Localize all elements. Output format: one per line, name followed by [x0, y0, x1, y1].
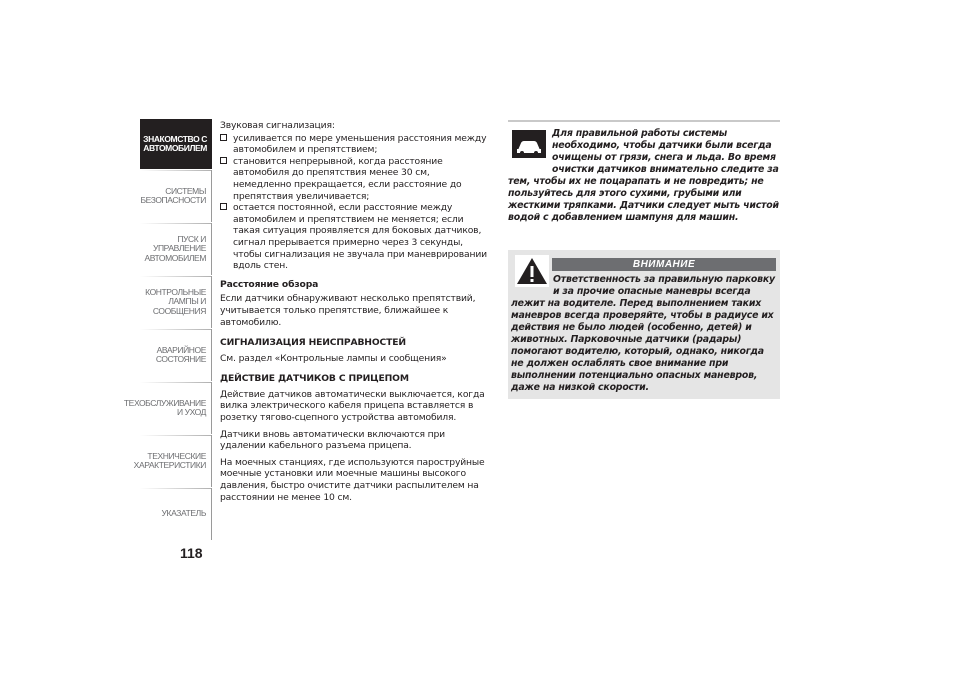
- checkbox-bullet-icon: [220, 157, 227, 164]
- tab-index[interactable]: УКАЗАТЕЛЬ: [140, 488, 212, 540]
- tab-technical-specs[interactable]: ТЕХНИЧЕСКИЕ ХАРАКТЕРИСТИКИ: [140, 435, 212, 487]
- list-item: [220, 202, 490, 272]
- paragraph-trailer-1: Действие датчиков автоматически выключается, когда вилка электрического кабеля прицепа вставляется в розетку тягово-сцепного устройства автомобиля.: [220, 388, 485, 424]
- warning-text: Ответственность за правильную парковку и за прочие опасные маневры всегда лежит на водителе. Перед выполнением таких маневров всегда проверяйте, чтобы в радиусе их действия не было людей (особенно, детей) и животных. Парковочные датчики (радары) помогают водителю, который, однако, никогда не должен ослаблять свое внимание при выполнении потенциально опасных маневров, даже на низкой скорости.: [511, 274, 775, 393]
- heading-fault-signal: СИГНАЛИЗАЦИЯ НЕИСПРАВНОСТЕЙ: [220, 337, 406, 349]
- checkbox-bullet-icon: [220, 203, 227, 210]
- tab-emergency[interactable]: АВАРИЙНОЕ СОСТОЯНИЕ: [140, 329, 212, 381]
- paragraph-review: Если датчики обнаруживают несколько препятствий, учитывается только препятствие, ближайшее к автомобилю.: [220, 293, 476, 328]
- main-text-column: [220, 120, 490, 508]
- heading-review-distance: Расстояние обзора: [220, 278, 319, 290]
- list-item: [220, 133, 490, 156]
- list-item-text: остается постоянной, если расстояние между автомобилем и препятствием не меняется; если такая ситуация проявляется для боковых датчиков, сигнал прерывается примерно через 3 секунды, чтобы сигнализация не звучала при маневрировании вдоль стен.: [233, 202, 487, 272]
- tab-warning-lights[interactable]: КОНТРОЛЬНЫЕ ЛАМПЫ И СООБЩЕНИЯ: [140, 276, 212, 328]
- chapter-sidebar: [123, 119, 212, 541]
- paragraph-trailer-3: На моечных станциях, где используются пароструйные моечные установки или моечные машины высокого давления, быстро очистите датчики распылителем на расстоянии не менее 10 см.: [220, 456, 485, 503]
- warning-box: [508, 250, 780, 399]
- tab-safety-systems[interactable]: СИСТЕМЫ БЕЗОПАСНОСТИ: [140, 170, 212, 222]
- intro-text: Звуковая сигнализация:: [220, 120, 335, 131]
- note-text-block: [508, 128, 780, 224]
- list-item-text: становится непрерывной, когда расстояние автомобиля до препятствия менее 30 см, немедленно прекращается, если расстояние до препятствия увеличивается;: [233, 155, 462, 202]
- tab-starting-driving[interactable]: ПУСК И УПРАВЛЕНИЕ АВТОМОБИЛЕМ: [140, 223, 212, 275]
- checkbox-bullet-icon: [220, 134, 227, 141]
- heading-trailer: ДЕЙСТВИЕ ДАТЧИКОВ С ПРИЦЕПОМ: [220, 373, 409, 385]
- note-box: [508, 120, 780, 223]
- list-item-text: усиливается по мере уменьшения расстояния между автомобилем и препятствием;: [233, 132, 487, 156]
- paragraph-fault: См. раздел «Контрольные лампы и сообщения»: [220, 352, 447, 364]
- note-text: Для правильной работы системы необходимо, чтобы датчики были всегда очищены от грязи, снега и льда. Во время очистки датчиков внимательно следите за тем, чтобы их не поцарапать и не повредить; не пользуйтесь для этого сухими, грубыми или жесткими тряпками. Датчики следует мыть чистой водой с добавлением шампуня для машин.: [508, 128, 779, 223]
- tab-getting-to-know-vehicle[interactable]: ЗНАКОМСТВО С АВТОМОБИЛЕМ: [140, 119, 212, 169]
- warning-title: ВНИМАНИЕ: [552, 258, 776, 271]
- page-number: 118: [180, 545, 203, 561]
- warning-text-block: [511, 274, 777, 394]
- list-item: [220, 156, 490, 202]
- tab-maintenance[interactable]: ТЕХОБСЛУЖИВАНИЕ И УХОД: [140, 382, 212, 434]
- paragraph-trailer-2: Датчики вновь автоматически включаются при удалении кабельного разъема прицепа.: [220, 428, 445, 452]
